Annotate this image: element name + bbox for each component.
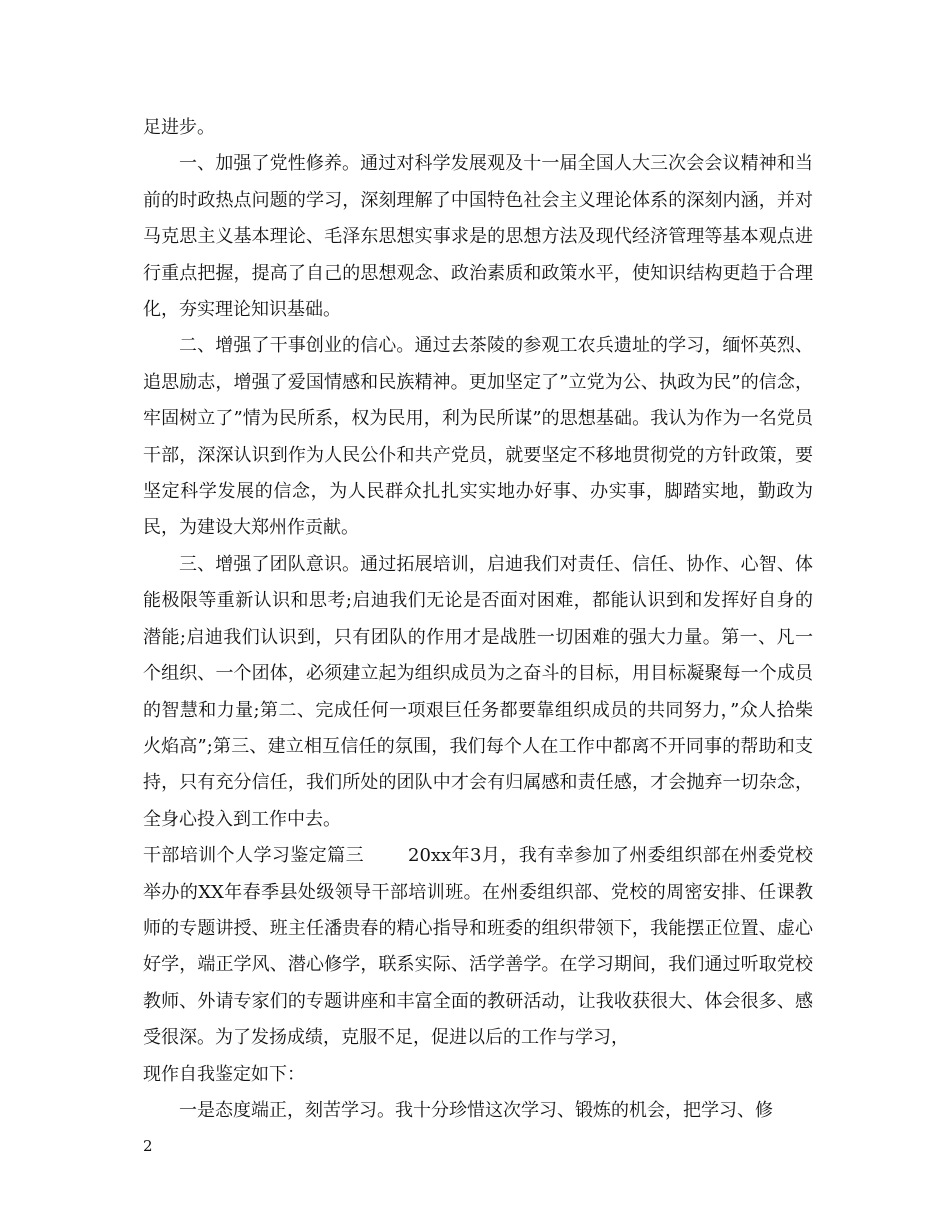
- paragraph-4: 三、增强了团队意识。通过拓展培训，启迪我们对责任、信任、协作、心智、体能极限等重新认识和思考;启迪我们无论是否面对困难，都能认识到和发挥好自身的潜能;启迪我们认识到，只有团队的作用才是战胜一切困难的强大力量。第一、凡一个组织、一个团体，必须建立起为组织成员为之奋斗的目标，用目标凝聚每一个成员的智慧和力量;第二、完成任何一项艰巨任务都要靠组织成员的共同努力，”众人拾柴火焰高”;第三、建立相互信任的氛围，我们每个人在工作中都离不开同事的帮助和支持，只有充分信任，我们所处的团队中才会有归属感和责任感，才会抛弃一切杂念，全身心投入到工作中去。: [143, 553, 813, 830]
- paragraph-2: 一、加强了党性修养。通过对科学发展观及十一届全国人大三次会会议精神和当前的时政热点问题的学习，深刻理解了中国特色社会主义理论体系的深刻内涵，并对马克思主义基本理论、毛泽东思想实事求是的思想方法及现代经济管理等基本观点进行重点把握，提高了自己的思想观念、政治素质和政策水平，使知识结构更趋于合理化，夯实理论知识基础。: [143, 153, 813, 321]
- paragraph-5-text: 20xx年3月，我有幸参加了州委组织部在州委党校举办的XX年春季县处级领导干部培训班。在州委组织部、党校的周密安排、任课教师的专题讲授、班主任潘贵春的精心指导和班委的组织带领下，我能摆正位置、虚心好学，端正学风、潜心修学，联系实际、活学善学。在学习期间，我们通过听取党校教师、外请专家们的专题讲座和丰富全面的教研活动，让我收获很大、体会很多、感受很深。为了发扬成绩，克服不足，促进以后的工作与学习，: [143, 845, 813, 1049]
- paragraph-6: 现作自我鉴定如下：: [143, 1063, 305, 1085]
- section-heading: 干部培训个人学习鉴定篇三: [143, 845, 364, 867]
- paragraph-5: [143, 838, 813, 1056]
- page-number: 2: [143, 1137, 153, 1155]
- paragraph-3: 二、增强了干事创业的信心。通过去茶陵的参观工农兵遗址的学习，缅怀英烈、追思励志，增强了爱国情感和民族精神。更加坚定了”立党为公、执政为民”的信念，牢固树立了”情为民所系，权为民用，利为民所谋”的思想基础。我认为作为一名党员干部，深深认识到作为人民公仆和共产党员，就要坚定不移地贯彻党的方针政策，要坚定科学发展的信念，为人民群众扎扎实实地办好事、办实事，脚踏实地，勤政为民，为建设大郑州作贡献。: [143, 335, 813, 539]
- paragraph-1: 足进步。: [143, 117, 215, 138]
- paragraph-7: 一是态度端正，刻苦学习。我十分珍惜这次学习、锻炼的机会，把学习、修: [179, 1099, 773, 1121]
- document-body: [143, 110, 813, 1129]
